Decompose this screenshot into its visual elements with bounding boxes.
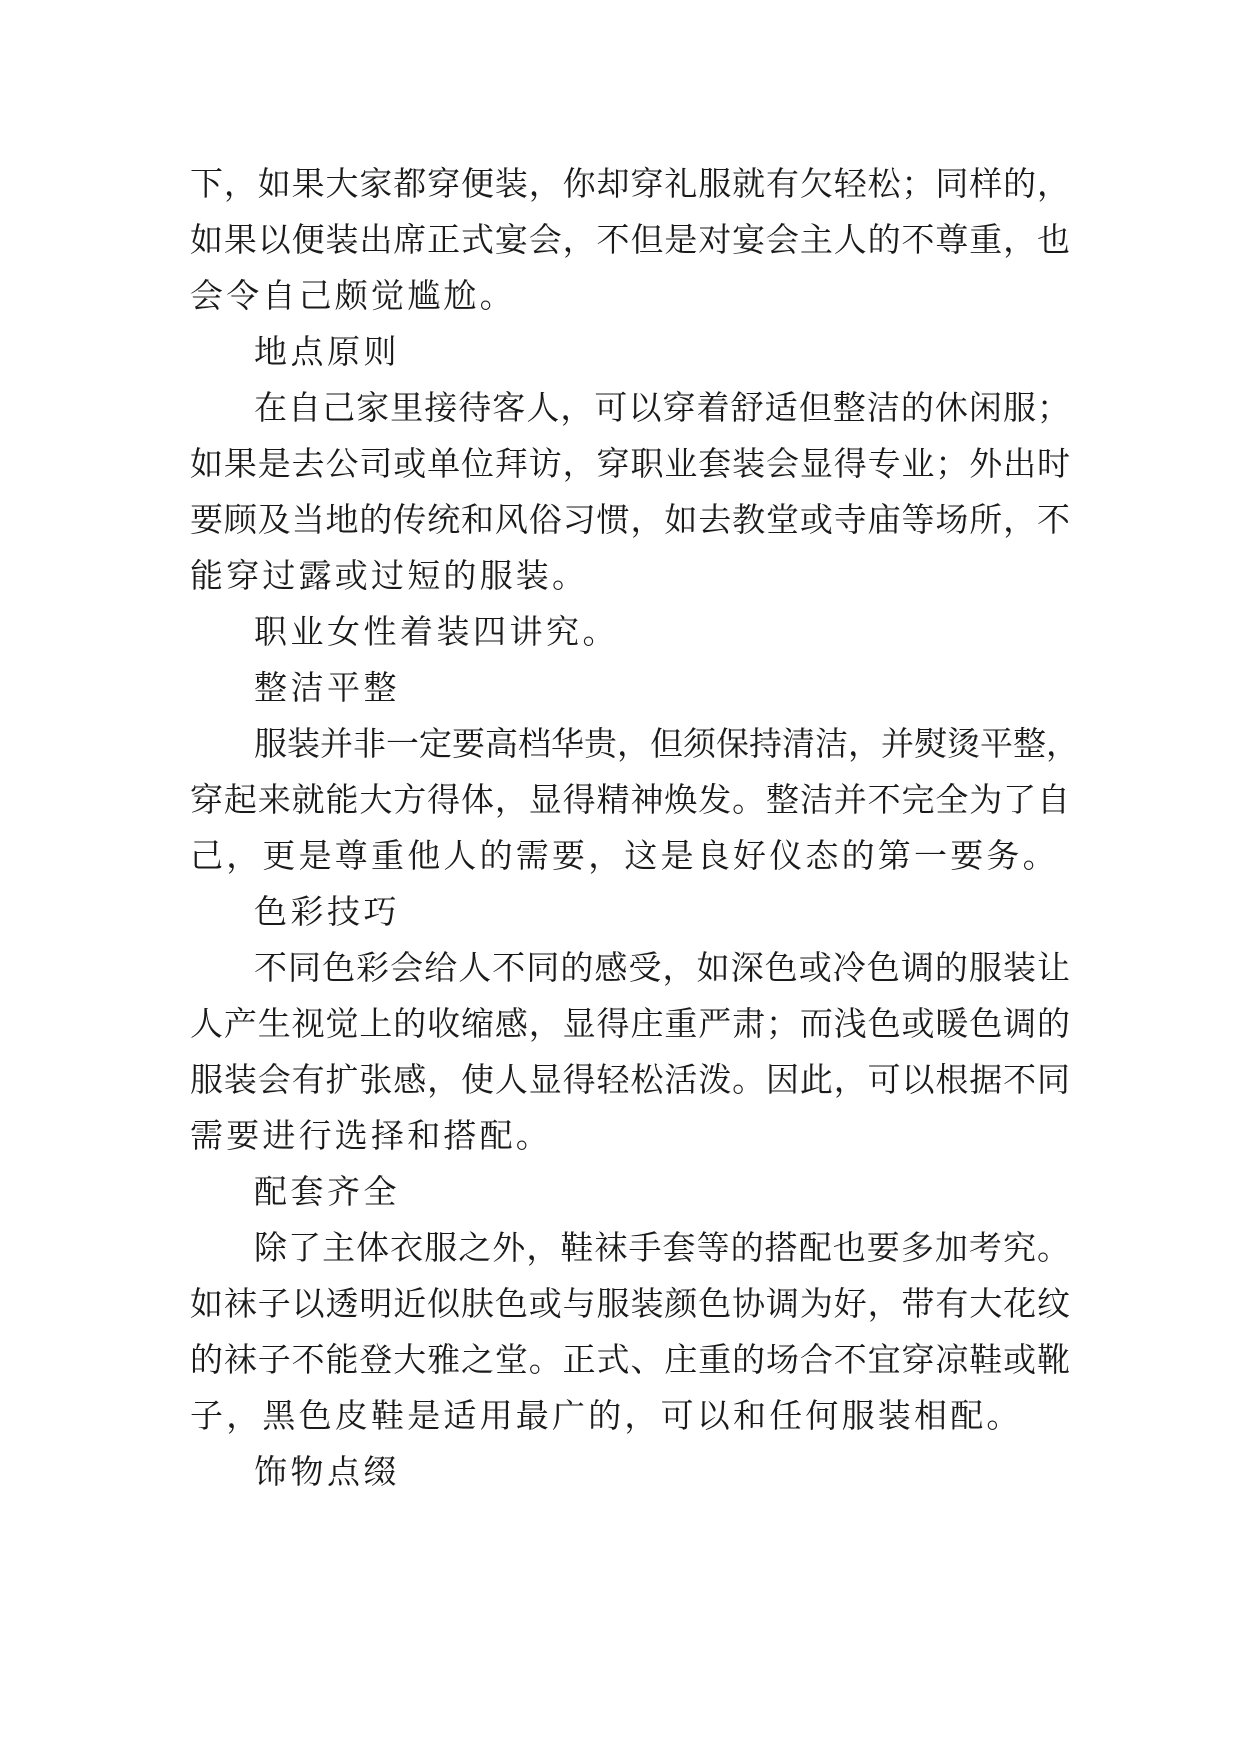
section-heading: 色彩技巧: [254, 892, 400, 931]
section-heading: 地点原则: [254, 332, 400, 371]
body-text-line: 如果是去公司或单位拜访，穿职业套装会显得专业；外出时: [190, 444, 1070, 483]
body-text-line: 下，如果大家都穿便装，你却穿礼服就有欠轻松；同样的，: [190, 164, 1070, 203]
body-text-line: 需要进行选择和搭配。: [190, 1116, 552, 1155]
body-text-line: 服装并非一定要高档华贵，但须保持清洁，并熨烫平整，: [254, 724, 1079, 763]
body-text-line: 己，更是尊重他人的需要，这是良好仪态的第一要务。: [190, 836, 1059, 875]
body-text-line: 不同色彩会给人不同的感受，如深色或冷色调的服装让: [254, 948, 1070, 987]
body-text-line: 要顾及当地的传统和风俗习惯，如去教堂或寺庙等场所，不: [190, 500, 1070, 539]
body-text-line: 如果以便装出席正式宴会，不但是对宴会主人的不尊重，也: [190, 220, 1070, 259]
section-intro: 职业女性着装四讲究。: [254, 612, 619, 651]
body-text-line: 如袜子以透明近似肤色或与服装颜色协调为好，带有大花纹: [190, 1284, 1070, 1323]
section-heading: 配套齐全: [254, 1172, 400, 1211]
body-text-line: 穿起来就能大方得体，显得精神焕发。整洁并不完全为了自: [190, 780, 1070, 819]
body-text-line: 服装会有扩张感，使人显得轻松活泼。因此，可以根据不同: [190, 1060, 1070, 1099]
section-heading: 整洁平整: [254, 668, 400, 707]
section-heading: 饰物点缀: [254, 1452, 400, 1491]
body-text-line: 会令自己颇觉尴尬。: [190, 276, 516, 315]
body-text-line: 的袜子不能登大雅之堂。正式、庄重的场合不宜穿凉鞋或靴: [190, 1340, 1070, 1379]
body-text-line: 子，黑色皮鞋是适用最广的，可以和任何服装相配。: [190, 1396, 1023, 1435]
body-text-line: 人产生视觉上的收缩感，显得庄重严肃；而浅色或暖色调的: [190, 1004, 1070, 1043]
body-text-line: 在自己家里接待客人，可以穿着舒适但整洁的休闲服；: [254, 388, 1070, 427]
body-text-line: 能穿过露或过短的服装。: [190, 556, 589, 595]
body-text-line: 除了主体衣服之外，鞋袜手套等的搭配也要多加考究。: [254, 1228, 1070, 1267]
